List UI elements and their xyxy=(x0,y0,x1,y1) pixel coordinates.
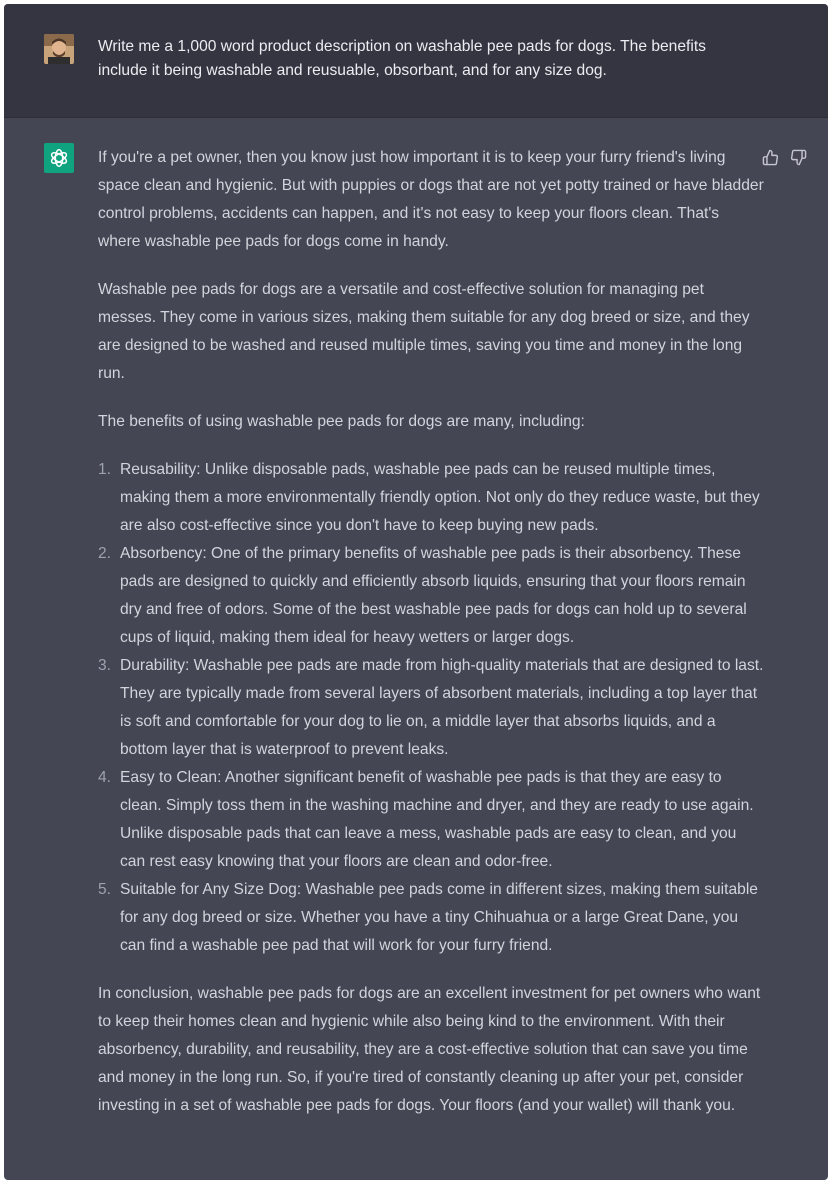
assistant-message xyxy=(98,144,764,1140)
list-item-number: 5. xyxy=(98,881,112,898)
user-message-row xyxy=(4,4,828,118)
user-avatar-icon xyxy=(44,34,74,64)
list-item-number: 3. xyxy=(98,657,112,674)
openai-logo-icon xyxy=(48,147,70,169)
chat-frame xyxy=(4,4,828,1180)
list-item-text: Easy to Clean: Another significant benefit of washable pee pads is that they are easy to clean. Simply toss them in the washing machine and dryer, and they are ready to use again. Unlike disposable pads that can leave a mess, washable pads are easy to clean, and you can rest easy knowing that your floors are clean and odor-free. xyxy=(120,769,754,870)
list-item-number: 4. xyxy=(98,769,112,786)
list-item-number: 1. xyxy=(98,461,112,478)
list-item xyxy=(98,456,764,540)
reply-paragraph-intro: If you're a pet owner, then you know just how important it is to keep your furry friend's living space clean and hygienic. But with puppies or dogs that are not yet potty trained or have bladder control problems, accidents can happen, and it's not easy to keep your floors clean. That's where washable pee pads for dogs come in handy. xyxy=(98,149,764,250)
user-avatar xyxy=(44,34,74,64)
assistant-avatar xyxy=(44,143,74,173)
reply-paragraph-conclusion: In conclusion, washable pee pads for dogs are an excellent investment for pet owners who want to keep their homes clean and hygienic while also being kind to the environment. With their absorbency, durability, and reusability, they are a cost-effective solution that can save you time and money in the long run. So, if you're tired of constantly cleaning up after your pet, consider investing in a set of washable pee pads for dogs. Your floors (and your wallet) will thank you. xyxy=(98,985,761,1114)
list-item-text: Reusability: Unlike disposable pads, washable pee pads can be reused multiple times, making them a more environmentally friendly option. Not only do they reduce waste, but they are also cost-effective since you don't have to keep buying new pads. xyxy=(120,461,760,534)
list-item xyxy=(98,764,764,876)
list-item xyxy=(98,876,764,960)
reply-paragraph-benefits-lead: The benefits of using washable pee pads for dogs are many, including: xyxy=(98,413,585,430)
list-item-text: Absorbency: One of the primary benefits of washable pee pads is their absorbency. These pads are designed to quickly and efficiently absorb liquids, ensuring that your floors remain dry and free of odors. Some of the best washable pee pads for dogs can hold up to several cups of liquid, making them ideal for heavy wetters or larger dogs. xyxy=(120,545,747,646)
thumbs-down-button[interactable] xyxy=(788,147,808,167)
thumbs-up-icon xyxy=(762,149,779,166)
list-item xyxy=(98,652,764,764)
thumbs-down-icon xyxy=(790,149,807,166)
list-item-text: Suitable for Any Size Dog: Washable pee pads come in different sizes, making them suitable for any dog breed or size. Whether you have a tiny Chihuahua or a large Great Dane, you can find a washable pee pad that will work for your furry friend. xyxy=(120,881,758,954)
benefits-list xyxy=(98,456,764,960)
user-message-text: Write me a 1,000 word product description on washable pee pads for dogs. The benefits include it being washable and reusuable, obsorbant, and for any size dog. xyxy=(98,38,706,79)
list-item-number: 2. xyxy=(98,545,112,562)
list-item xyxy=(98,540,764,652)
reply-paragraph-overview: Washable pee pads for dogs are a versatile and cost-effective solution for managing pet messes. They come in various sizes, making them suitable for any dog breed or size, and they are designed to be washed and reused multiple times, saving you time and money in the long run. xyxy=(98,281,750,382)
list-item-text: Durability: Washable pee pads are made from high-quality materials that are designed to last. They are typically made from several layers of absorbent materials, including a top layer that is soft and comfortable for your dog to lie on, a middle layer that absorbs liquids, and a bottom layer that is waterproof to prevent leaks. xyxy=(120,657,764,758)
